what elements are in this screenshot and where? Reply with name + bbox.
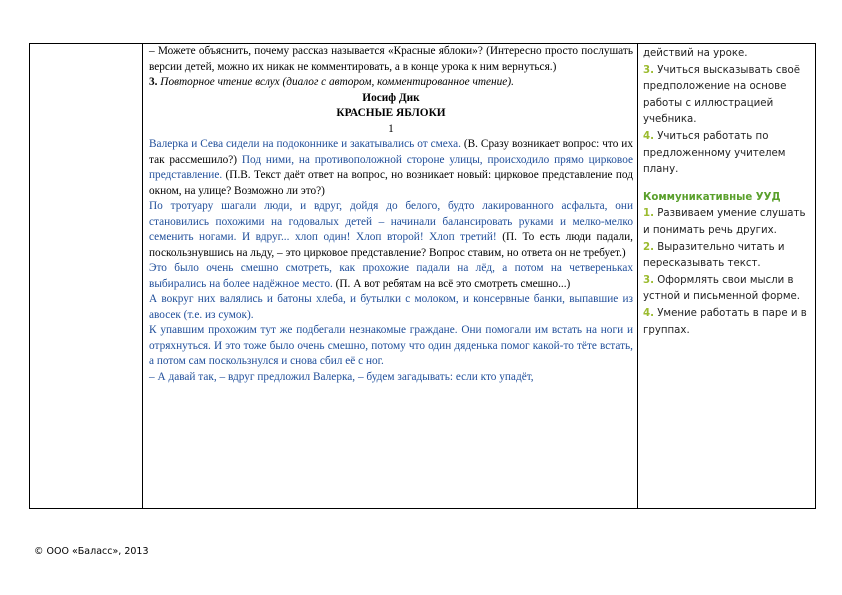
story-author: Иосиф Дик <box>362 91 420 104</box>
communicative-item-2 <box>643 240 815 273</box>
story-text: Это было очень смешно смотреть, как прохожие падали на лёд, а потом на четвереньках выбирались на более надёжное место. <box>149 262 633 290</box>
regulative-item-4 <box>643 129 815 179</box>
story-paragraph: – А давай так, – вдруг предложил Валерка, – будем загадывать: если кто упадёт, <box>149 370 534 383</box>
story-text: Валерка и Сева сидели на подоконнике и закатывались от смеха. <box>149 138 464 150</box>
lesson-table <box>29 43 816 509</box>
story-paragraph: К упавшим прохожим тут же подбегали незнакомые граждане. Они помогали им встать на ноги и отряхнуться. И это тоже было очень смешно, потому что один дяденька помог какой-то тёте встать, а потом сам поскользнулся и снова сбил её с ног. <box>149 324 633 367</box>
story-paragraph <box>149 137 633 199</box>
step-number: 3. <box>149 76 158 88</box>
communicative-item-1 <box>643 206 815 239</box>
item-text: Умение работать в паре и в группах. <box>643 307 807 336</box>
teacher-comment: (В. Сразу возникает вопрос: что их так рассмешило?) <box>149 138 633 166</box>
communicative-item-3 <box>643 273 815 306</box>
story-paragraph: А вокруг них валялись и батоны хлеба, и бутылки с молоком, и консервные банки, выпавшие из авосек (т.е. из сумок). <box>149 293 633 321</box>
item-text: Развиваем умение слушать и понимать речь других. <box>643 208 806 236</box>
story-paragraph <box>149 199 633 261</box>
step-description: Повторное чтение вслух (диалог с автором, комментированное чтение). <box>157 76 514 88</box>
column-divider-2 <box>637 44 638 508</box>
story-text: По тротуару шагали люди, и вдруг, дойдя до белого, будто лакированного асфальта, они становились похожими на годовалых детей – начинали балансировать руками и мелко-мелко семенить ногами. И вдруг... хлоп один! Хлоп второй! Хлоп третий! <box>149 200 633 243</box>
item-text: Учиться работать по предложенному учителем плану. <box>643 130 786 176</box>
chapter-number: 1 <box>388 122 394 135</box>
regulative-item-3 <box>643 63 815 129</box>
item-text: Выразительно читать и пересказывать текст. <box>643 241 785 270</box>
story-text: Под ними, на противоположной стороне улицы, происходило прямо цирковое представление. <box>149 153 633 181</box>
story-title: КРАСНЫЕ ЯБЛОКИ <box>336 107 446 119</box>
item-number: 1. <box>643 208 654 220</box>
copyright-footer: © ООО «Баласс», 2013 <box>34 546 149 557</box>
item-number: 3. <box>643 274 654 286</box>
regulative-item-continued: действий на уроке. <box>643 48 748 59</box>
teacher-comment: (П.В. Текст даёт ответ на вопрос, но возникает новый: цирковое представление под окном, на улице? Возможно ли это?) <box>149 169 633 197</box>
communicative-heading: Коммуникативные УУД <box>643 191 781 203</box>
step-3 <box>149 75 633 91</box>
item-text: Учиться высказывать своё предположение на основе работы с иллюстрацией учебника. <box>643 64 800 126</box>
lesson-content-column <box>149 44 633 385</box>
item-number: 4. <box>643 130 654 142</box>
item-text: Оформлять свои мысли в устной и письменной форме. <box>643 274 801 303</box>
communicative-item-4 <box>643 306 815 339</box>
uud-column <box>643 46 815 339</box>
intro-question: – Можете объяснить, почему рассказ называется «Красные яблоки»? (Интересно просто послушать версии детей, можно их никак не комментировать, а в конце урока к ним вернуться.) <box>149 45 633 73</box>
item-number: 4. <box>643 307 654 319</box>
teacher-comment: (П. А вот ребятам на всё это смотреть смешно...) <box>335 277 571 290</box>
item-number: 3. <box>643 64 654 76</box>
story-paragraph <box>149 261 633 292</box>
column-divider-1 <box>142 44 143 508</box>
item-number: 2. <box>643 241 654 253</box>
teacher-comment: (П. То есть люди падали, поскользнувшись на льду, – это цирковое представление? Вопрос ставим, но ответа он не требует.) <box>149 231 633 259</box>
